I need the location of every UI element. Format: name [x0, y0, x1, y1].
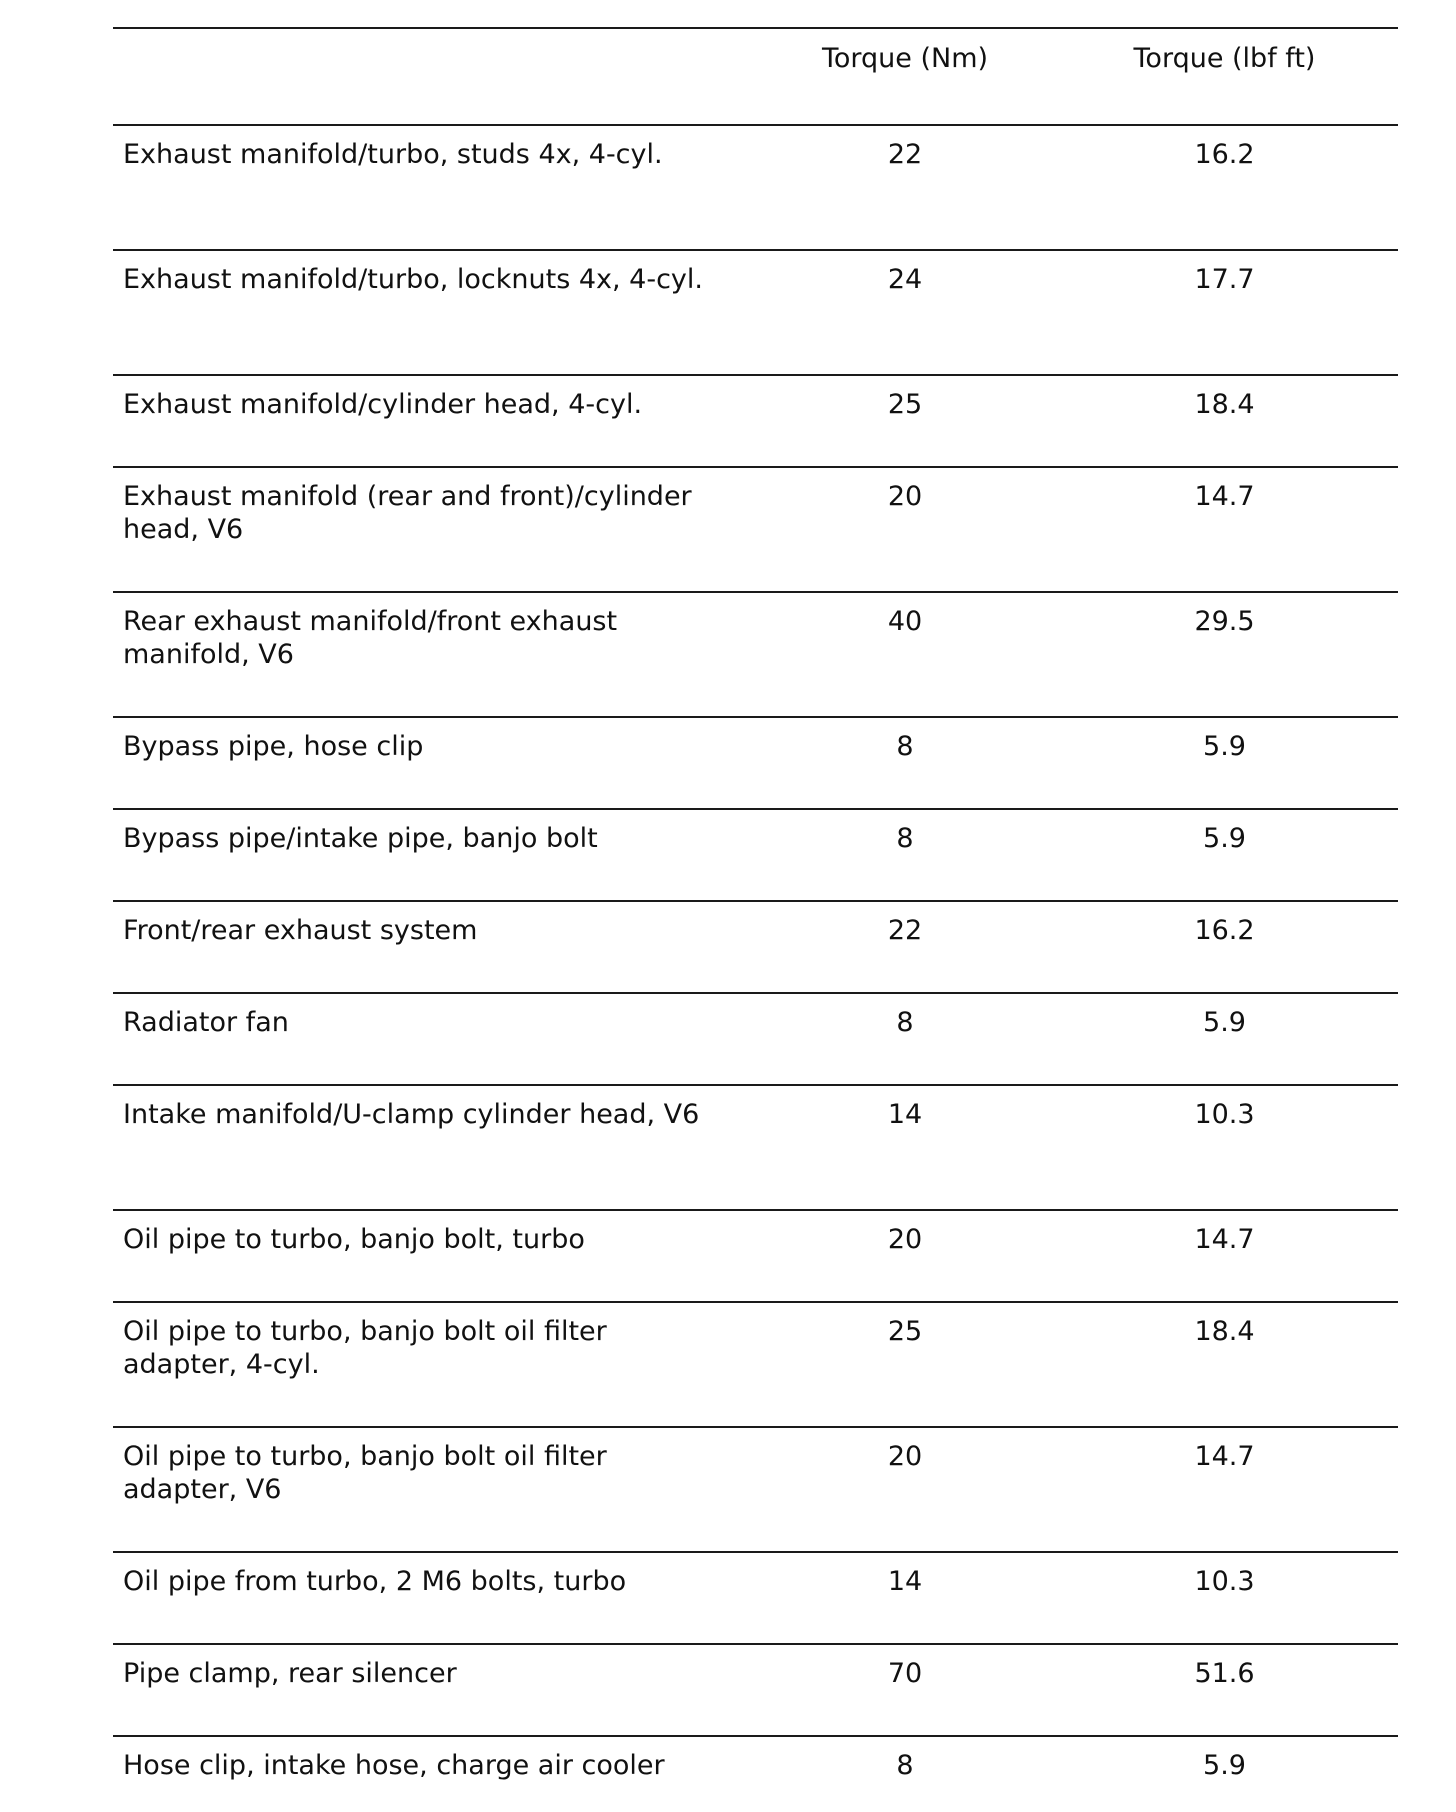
- table-row: [113, 1302, 1398, 1427]
- row-description: Exhaust manifold/turbo, locknuts 4x, 4-cyl.: [113, 250, 759, 375]
- row-description: Oil pipe to turbo, banjo bolt, turbo: [113, 1210, 759, 1302]
- table-row: [113, 467, 1398, 592]
- row-torque-lbf-ft: 5.9: [1051, 809, 1398, 901]
- row-torque-nm: 20: [759, 1210, 1051, 1302]
- table-row: [113, 1427, 1398, 1552]
- row-torque-lbf-ft: 10.3: [1051, 1085, 1398, 1210]
- row-torque-nm: 20: [759, 467, 1051, 592]
- torque-spec-table: [113, 27, 1398, 1802]
- row-torque-nm: 8: [759, 717, 1051, 809]
- row-torque-nm: 24: [759, 250, 1051, 375]
- row-torque-lbf-ft: 14.7: [1051, 467, 1398, 592]
- header-torque-lbf-ft: Torque (lbf ft): [1051, 28, 1398, 125]
- row-torque-nm: 8: [759, 993, 1051, 1085]
- row-description: Hose clip, intake hose, charge air cooler: [113, 1736, 759, 1802]
- table-row: [113, 1644, 1398, 1736]
- row-description: Radiator fan: [113, 993, 759, 1085]
- table-row: [113, 1736, 1398, 1802]
- row-torque-lbf-ft: 5.9: [1051, 717, 1398, 809]
- row-torque-lbf-ft: 17.7: [1051, 250, 1398, 375]
- table-row: [113, 1552, 1398, 1644]
- row-description: Bypass pipe, hose clip: [113, 717, 759, 809]
- row-torque-lbf-ft: 18.4: [1051, 375, 1398, 467]
- row-description: Oil pipe from turbo, 2 M6 bolts, turbo: [113, 1552, 759, 1644]
- row-description: Rear exhaust manifold/front exhaust manifold, V6: [113, 592, 759, 717]
- row-torque-nm: 40: [759, 592, 1051, 717]
- row-torque-nm: 8: [759, 809, 1051, 901]
- table-row: [113, 1210, 1398, 1302]
- row-torque-lbf-ft: 14.7: [1051, 1427, 1398, 1552]
- row-torque-nm: 20: [759, 1427, 1051, 1552]
- header-torque-nm: Torque (Nm): [759, 28, 1051, 125]
- row-description: Exhaust manifold/cylinder head, 4-cyl.: [113, 375, 759, 467]
- table-header-row: [113, 28, 1398, 125]
- row-torque-lbf-ft: 5.9: [1051, 1736, 1398, 1802]
- table-row: [113, 717, 1398, 809]
- table-row: [113, 375, 1398, 467]
- row-torque-nm: 70: [759, 1644, 1051, 1736]
- table-row: [113, 1085, 1398, 1210]
- row-torque-nm: 14: [759, 1085, 1051, 1210]
- row-torque-lbf-ft: 16.2: [1051, 125, 1398, 250]
- row-description: Intake manifold/U-clamp cylinder head, V6: [113, 1085, 759, 1210]
- row-torque-lbf-ft: 14.7: [1051, 1210, 1398, 1302]
- row-description: Front/rear exhaust system: [113, 901, 759, 993]
- table-row: [113, 809, 1398, 901]
- row-torque-lbf-ft: 51.6: [1051, 1644, 1398, 1736]
- row-description: Bypass pipe/intake pipe, banjo bolt: [113, 809, 759, 901]
- row-torque-nm: 8: [759, 1736, 1051, 1802]
- table-row: [113, 901, 1398, 993]
- table-row: [113, 125, 1398, 250]
- row-torque-lbf-ft: 10.3: [1051, 1552, 1398, 1644]
- row-description: Pipe clamp, rear silencer: [113, 1644, 759, 1736]
- row-torque-lbf-ft: 5.9: [1051, 993, 1398, 1085]
- table-row: [113, 250, 1398, 375]
- row-torque-nm: 22: [759, 125, 1051, 250]
- row-description: Oil pipe to turbo, banjo bolt oil filter adapter, 4-cyl.: [113, 1302, 759, 1427]
- row-description: Oil pipe to turbo, banjo bolt oil filter adapter, V6: [113, 1427, 759, 1552]
- row-torque-nm: 25: [759, 375, 1051, 467]
- row-description: Exhaust manifold (rear and front)/cylinder head, V6: [113, 467, 759, 592]
- row-torque-nm: 22: [759, 901, 1051, 993]
- row-torque-lbf-ft: 18.4: [1051, 1302, 1398, 1427]
- row-torque-nm: 14: [759, 1552, 1051, 1644]
- table-row: [113, 993, 1398, 1085]
- table-row: [113, 592, 1398, 717]
- row-description: Exhaust manifold/turbo, studs 4x, 4-cyl.: [113, 125, 759, 250]
- header-description: [113, 28, 759, 125]
- row-torque-lbf-ft: 16.2: [1051, 901, 1398, 993]
- row-torque-lbf-ft: 29.5: [1051, 592, 1398, 717]
- row-torque-nm: 25: [759, 1302, 1051, 1427]
